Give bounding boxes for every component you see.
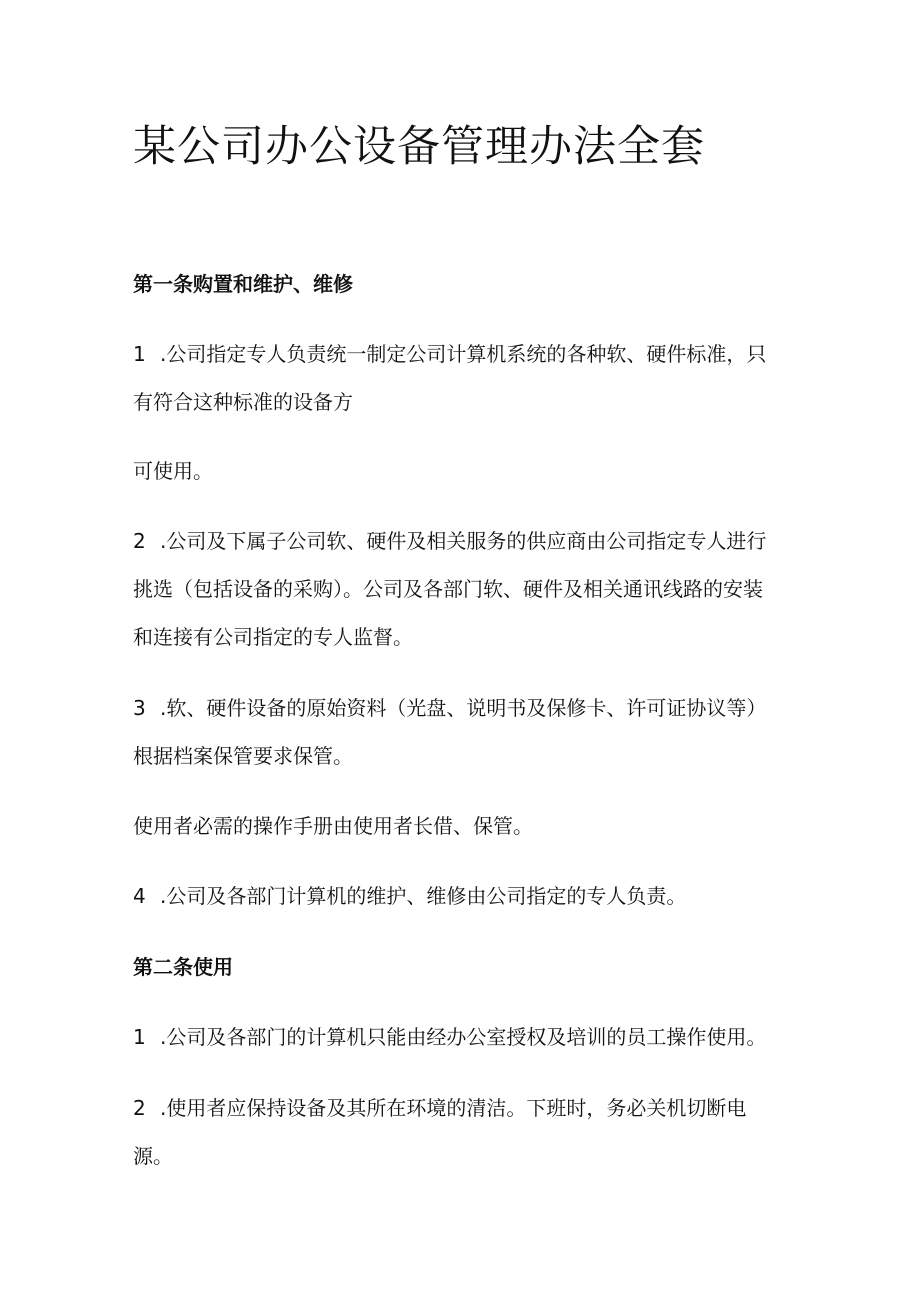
- section-2-item-2-line-2: 源。: [133, 1144, 173, 1168]
- section-2-item-2-line-1: [133, 1094, 746, 1122]
- section-1-item-1-line-3: 可使用。: [133, 459, 213, 483]
- section-1-item-2-line-3: 和连接有公司指定的专人监督。: [133, 625, 413, 649]
- section-1-item-2-line-1: [133, 527, 766, 555]
- section-1-item-3-line-1: [133, 694, 766, 722]
- section-1-item-4-line-1: [133, 882, 686, 910]
- item-number: 4: [133, 884, 146, 908]
- section-1-item-3-line-3: 使用者必需的操作手册由使用者长借、保管。: [133, 814, 533, 838]
- section-1-item-3-line-2: 根据档案保管要求保管。: [133, 744, 353, 768]
- document-title: 某公司办公设备管理办法全套: [133, 122, 705, 172]
- section-1-item-1-line-2: 有符合这种标准的设备方: [133, 390, 353, 414]
- item-number: 3: [133, 696, 146, 720]
- item-number: 1: [133, 342, 146, 366]
- section-1-item-1-line-1: [133, 340, 766, 368]
- section-1-heading: 第一条购置和维护、维修: [133, 272, 353, 296]
- item-text: .公司及各部门计算机的维护、维修由公司指定的专人负责。: [160, 884, 687, 908]
- item-text: .公司及各部门的计算机只能由经办公室授权及培训的员工操作使用。: [160, 1025, 767, 1049]
- item-text: .软、硬件设备的原始资料（光盘、说明书及保修卡、许可证协议等）: [160, 696, 767, 720]
- section-2-heading: 第二条使用: [133, 955, 233, 979]
- section-2-item-1-line-1: [133, 1023, 766, 1051]
- item-text: .公司指定专人负责统一制定公司计算机系统的各种软、硬件标准，只: [160, 342, 767, 366]
- item-number: 2: [133, 529, 146, 553]
- section-1-item-2-line-2: 挑选（包括设备的采购）。公司及各部门软、硬件及相关通讯线路的安装: [133, 577, 763, 601]
- item-number: 2: [133, 1096, 146, 1120]
- item-number: 1: [133, 1025, 146, 1049]
- item-text: .使用者应保持设备及其所在环境的清洁。下班时，务必关机切断电: [160, 1096, 747, 1120]
- item-text: .公司及下属子公司软、硬件及相关服务的供应商由公司指定专人进行: [160, 529, 767, 553]
